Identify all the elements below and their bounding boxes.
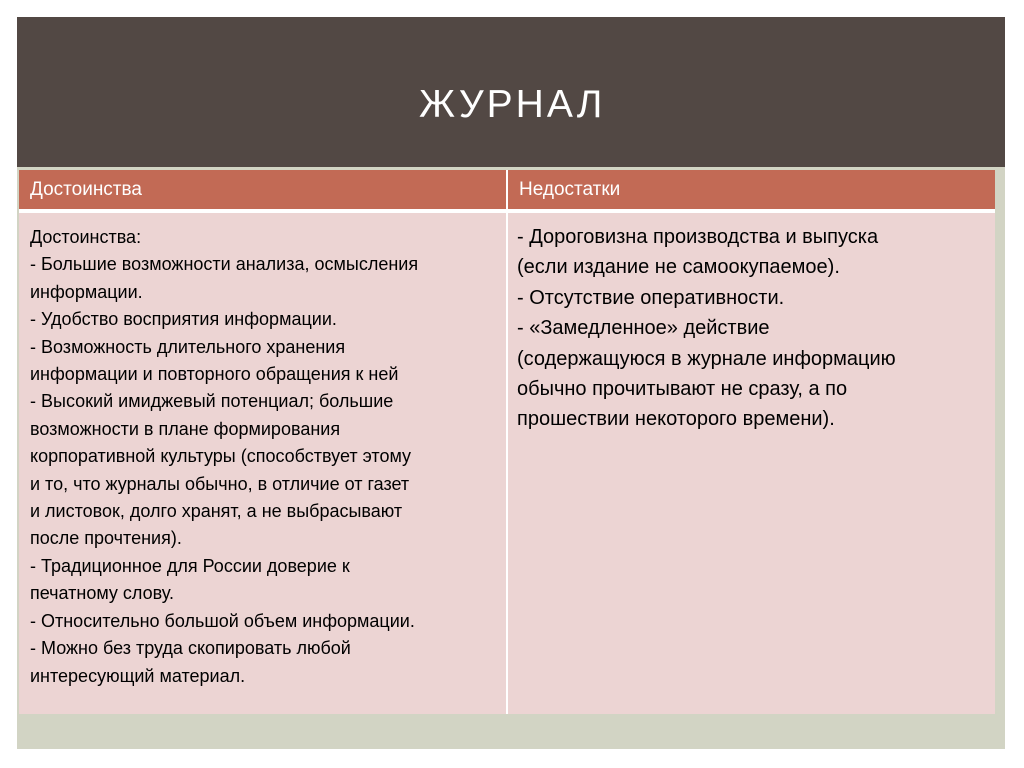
advantage-line: Достоинства:	[30, 227, 142, 247]
advantage-line: информации.	[30, 281, 143, 302]
advantage-line: корпоративной культуры (способствует этому	[30, 446, 412, 467]
advantage-line: - Можно без труда скопировать любой	[30, 638, 351, 659]
slide	[17, 17, 1005, 749]
title-bar	[17, 17, 1005, 167]
comparison-table	[19, 170, 995, 714]
advantage-line: и то, что журналы обычно, в отличие от газет	[30, 473, 410, 494]
disadvantage-line: - Дороговизна производства и выпуска	[517, 226, 879, 248]
advantage-line: - Высокий имиджевый потенциал; большие	[30, 391, 394, 412]
disadvantage-line: (если издание не самоокупаемое).	[517, 256, 840, 279]
advantage-line: - Относительно большой объем информации.	[30, 610, 415, 631]
advantage-line: после прочтения).	[30, 528, 182, 549]
slide-title: ЖУРНАЛ	[419, 83, 606, 126]
advantage-line: возможности в плане формирования	[30, 418, 341, 439]
header-advantages: Достоинства	[19, 170, 506, 209]
advantage-line: - Традиционное для России доверие к	[30, 555, 350, 576]
advantage-line: информации и повторного обращения к ней	[30, 364, 399, 385]
advantages-cell	[19, 213, 506, 714]
disadvantage-line: (содержащуюся в журнале информацию	[517, 347, 896, 370]
disadvantages-cell	[508, 213, 995, 714]
disadvantage-line: - Отсутствие оперативности.	[517, 286, 785, 309]
advantage-line: - Большие возможности анализа, осмысления	[30, 254, 419, 275]
disadvantage-line: обычно прочитывают не сразу, а по	[517, 378, 848, 401]
advantage-line: печатному слову.	[30, 583, 175, 604]
disadvantage-line: прошествии некоторого времени).	[517, 408, 835, 431]
advantage-line: - Удобство восприятия информации.	[30, 309, 337, 330]
disadvantage-line: - «Замедленное» действие	[517, 317, 770, 340]
advantage-line: и листовок, долго хранят, а не выбрасывают	[30, 501, 403, 522]
header-disadvantages: Недостатки	[508, 170, 995, 209]
advantage-line: - Возможность длительного хранения	[30, 336, 346, 357]
advantage-line: интересующий материал.	[30, 665, 246, 686]
